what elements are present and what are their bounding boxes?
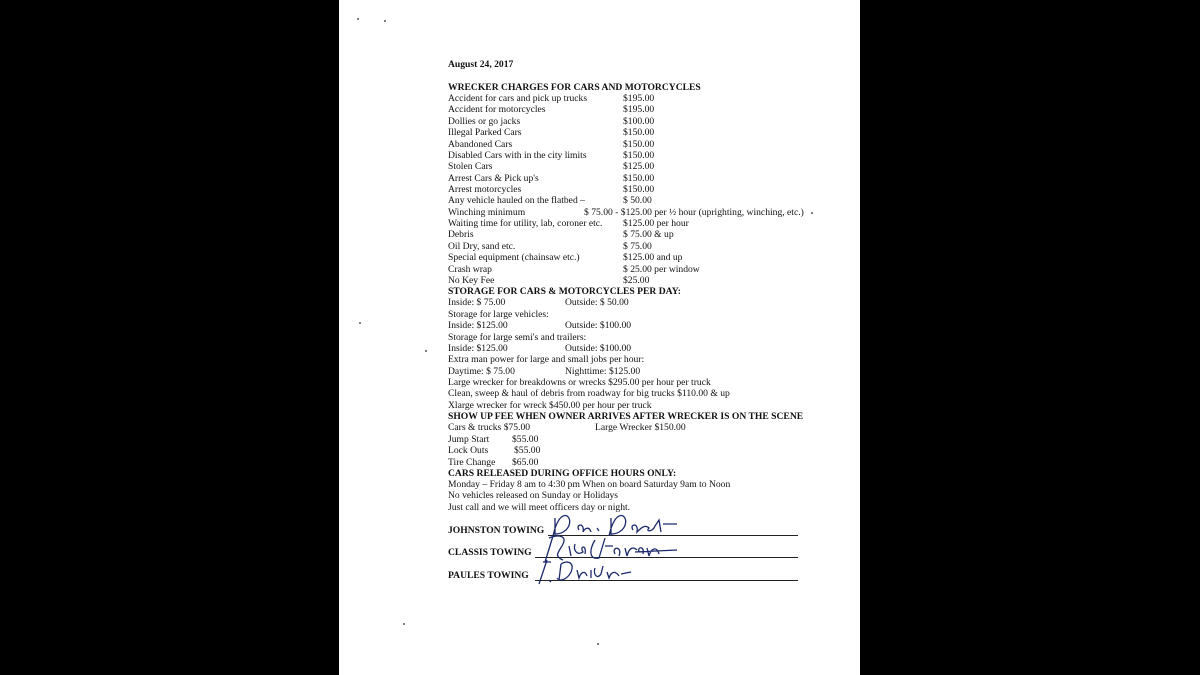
scan-speck bbox=[384, 20, 386, 22]
wrecker-row-label: Dollies or go jacks bbox=[448, 116, 521, 127]
showup-cars-trucks: Cars & trucks $75.00 bbox=[448, 422, 531, 433]
wrecker-row-label: Illegal Parked Cars bbox=[448, 127, 522, 138]
clean-sweep-rate: Clean, sweep & haul of debris from roadway for big trucks $110.00 & up bbox=[448, 388, 730, 399]
lockouts-price: $55.00 bbox=[514, 445, 541, 456]
wrecker-row-price: $150.00 bbox=[623, 139, 655, 150]
company-paules: PAULES TOWING bbox=[448, 570, 529, 581]
release-heading: CARS RELEASED DURING OFFICE HOURS ONLY: bbox=[448, 468, 677, 479]
wrecker-row-label: No Key Fee bbox=[448, 275, 495, 286]
scan-speck bbox=[359, 322, 361, 324]
company-johnston: JOHNSTON TOWING bbox=[448, 525, 545, 536]
scan-speck bbox=[357, 18, 359, 20]
wrecker-row-label: Arrest Cars & Pick up's bbox=[448, 173, 539, 184]
wrecker-row-price: $ 50.00 bbox=[623, 195, 652, 206]
manpower-nighttime: Nighttime: $125.00 bbox=[565, 366, 641, 377]
storage-large-outside: Outside: $100.00 bbox=[565, 320, 632, 331]
wrecker-charges-heading: WRECKER CHARGES FOR CARS AND MOTORCYCLES bbox=[448, 82, 701, 93]
wrecker-row-label: Stolen Cars bbox=[448, 161, 493, 172]
wrecker-row-price: $ 75.00 bbox=[623, 241, 652, 252]
wrecker-row-label: Waiting time for utility, lab, coroner etc. bbox=[448, 218, 603, 229]
release-no-sunday: No vehicles released on Sunday or Holidays bbox=[448, 490, 618, 501]
wrecker-row-price: $195.00 bbox=[623, 104, 655, 115]
wrecker-row-price: $125.00 bbox=[623, 161, 655, 172]
showup-heading: SHOW UP FEE WHEN OWNER ARRIVES AFTER WRECKER IS ON THE SCENE bbox=[448, 411, 804, 422]
showup-large-wrecker: Large Wrecker $150.00 bbox=[595, 422, 686, 433]
manpower-label: Extra man power for large and small jobs per hour: bbox=[448, 354, 645, 365]
wrecker-row-price: $ 75.00 - $125.00 per ½ hour (uprighting, winching, etc.) bbox=[584, 207, 804, 218]
wrecker-row-price: $ 25.00 per window bbox=[623, 264, 700, 275]
tire-change-label: Tire Change bbox=[448, 457, 496, 468]
storage-large-label: Storage for large vehicles: bbox=[448, 309, 549, 320]
wrecker-row-label: Abandoned Cars bbox=[448, 139, 513, 150]
paules-signature bbox=[537, 556, 637, 586]
large-wrecker-rate: Large wrecker for breakdowns or wrecks $295.00 per hour per truck bbox=[448, 377, 711, 388]
manpower-daytime: Daytime: $ 75.00 bbox=[448, 366, 515, 377]
storage-cars-inside: Inside: $ 75.00 bbox=[448, 297, 506, 308]
jump-start-label: Jump Start bbox=[448, 434, 490, 445]
scan-speck bbox=[403, 623, 405, 625]
wrecker-row-price: $195.00 bbox=[623, 93, 655, 104]
jump-start-price: $55.00 bbox=[512, 434, 539, 445]
company-classis: CLASSIS TOWING bbox=[448, 547, 532, 558]
wrecker-row-price: $25.00 bbox=[623, 275, 650, 286]
tire-change-price: $65.00 bbox=[512, 457, 539, 468]
wrecker-row-price: $150.00 bbox=[623, 173, 655, 184]
wrecker-row-price: $ 75.00 & up bbox=[623, 229, 674, 240]
release-call: Just call and we will meet officers day or night. bbox=[448, 502, 631, 513]
wrecker-row-label: Any vehicle hauled on the flatbed – bbox=[448, 195, 585, 206]
wrecker-row-label: Special equipment (chainsaw etc.) bbox=[448, 252, 580, 263]
xlarge-wrecker-rate: Xlarge wrecker for wreck $450.00 per hour per truck bbox=[448, 400, 652, 411]
wrecker-row-label: Winching minimum bbox=[448, 207, 526, 218]
storage-cars-outside: Outside: $ 50.00 bbox=[565, 297, 629, 308]
wrecker-row-label: Accident for cars and pick up trucks bbox=[448, 93, 588, 104]
wrecker-row-label: Debris bbox=[448, 229, 474, 240]
scan-speck bbox=[811, 212, 813, 214]
document-page bbox=[339, 0, 860, 675]
storage-semi-inside: Inside: $125.00 bbox=[448, 343, 508, 354]
storage-semi-outside: Outside: $100.00 bbox=[565, 343, 632, 354]
wrecker-row-price: $150.00 bbox=[623, 184, 655, 195]
wrecker-row-price: $150.00 bbox=[623, 150, 655, 161]
lockouts-label: Lock Outs bbox=[448, 445, 489, 456]
wrecker-row-label: Oil Dry, sand etc. bbox=[448, 241, 516, 252]
wrecker-row-label: Disabled Cars with in the city limits bbox=[448, 150, 587, 161]
wrecker-row-price: $125.00 per hour bbox=[623, 218, 689, 229]
storage-semi-label: Storage for large semi's and trailers: bbox=[448, 332, 587, 343]
wrecker-row-label: Crash wrap bbox=[448, 264, 492, 275]
storage-large-inside: Inside: $125.00 bbox=[448, 320, 508, 331]
wrecker-row-label: Accident for motorcycles bbox=[448, 104, 546, 115]
storage-heading: STORAGE FOR CARS & MOTORCYCLES PER DAY: bbox=[448, 286, 681, 297]
wrecker-row-label: Arrest motorcycles bbox=[448, 184, 522, 195]
scan-speck bbox=[425, 350, 427, 352]
wrecker-row-price: $150.00 bbox=[623, 127, 655, 138]
wrecker-row-price: $100.00 bbox=[623, 116, 655, 127]
wrecker-row-price: $125.00 and up bbox=[623, 252, 683, 263]
scan-speck bbox=[597, 643, 599, 645]
document-date: August 24, 2017 bbox=[448, 59, 514, 70]
release-hours: Monday – Friday 8 am to 4:30 pm When on board Saturday 9am to Noon bbox=[448, 479, 731, 490]
